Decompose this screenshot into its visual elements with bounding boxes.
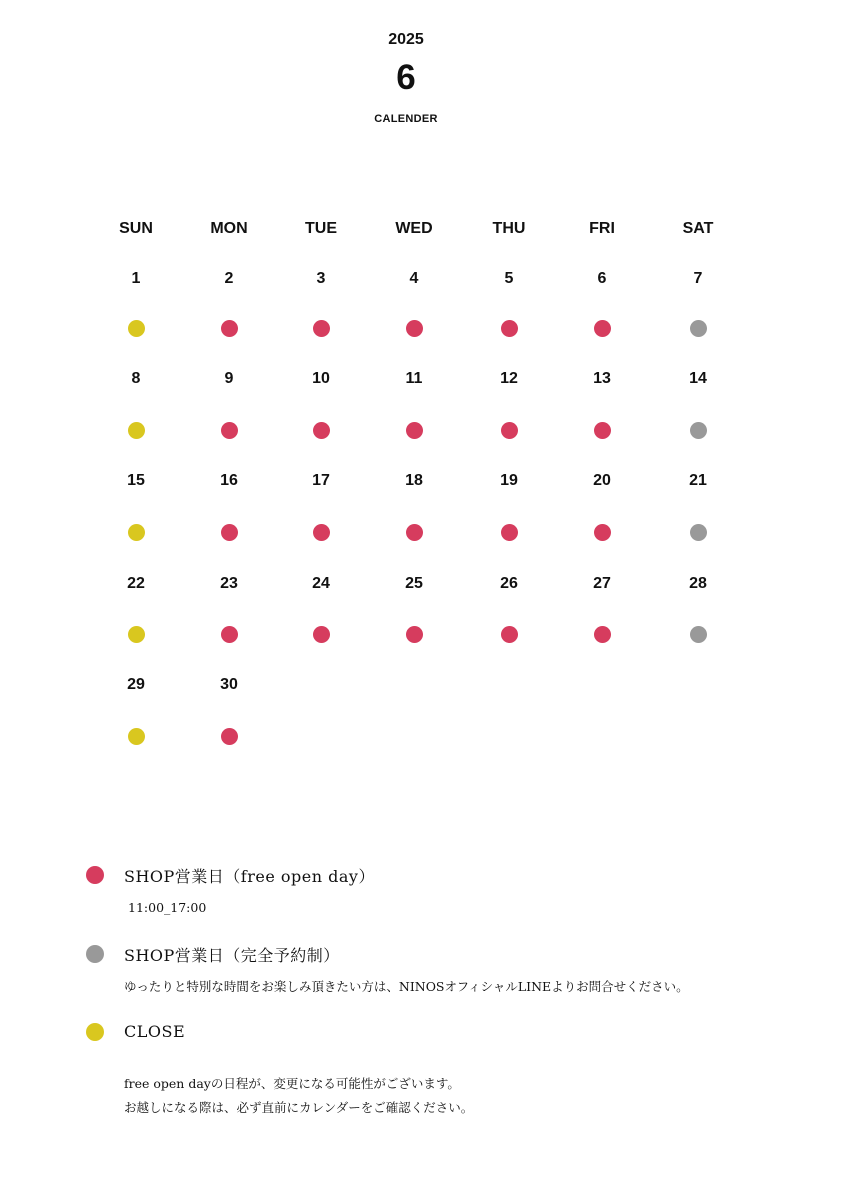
- calendar-day-number: 2: [224, 270, 234, 287]
- day-status-dot-close: [128, 320, 145, 337]
- calendar-day-number: 20: [593, 472, 611, 489]
- day-status-dot-close: [128, 524, 145, 541]
- day-status-dot-close: [128, 626, 145, 643]
- day-status-dot-open: [501, 626, 518, 643]
- legend-close-title: CLOSE: [124, 1022, 186, 1041]
- calendar-day-number: 9: [224, 370, 234, 387]
- calendar-day-number: 14: [689, 370, 707, 387]
- calendar-day-number: 28: [689, 575, 707, 592]
- day-status-dot-open: [501, 422, 518, 439]
- day-status-dot-open: [406, 524, 423, 541]
- weekday-header-sat: SAT: [682, 220, 714, 237]
- weekday-header-tue: TUE: [305, 220, 337, 237]
- calendar-day-number: 21: [689, 472, 707, 489]
- calendar-day-number: 25: [405, 575, 423, 592]
- calendar-day-number: 6: [597, 270, 607, 287]
- calendar-day-number: 18: [405, 472, 423, 489]
- calendar-day-number: 17: [312, 472, 330, 489]
- calendar-day-number: 7: [693, 270, 703, 287]
- calendar-day-number: 10: [312, 370, 330, 387]
- calendar-day-number: 5: [504, 270, 514, 287]
- day-status-dot-open: [221, 422, 238, 439]
- day-status-dot-open: [501, 524, 518, 541]
- day-status-dot-close: [128, 728, 145, 745]
- calendar-day-number: 8: [131, 370, 141, 387]
- day-status-dot-open: [406, 626, 423, 643]
- day-status-dot-reservation: [690, 524, 707, 541]
- legend-reservation-note: ゆったりと特別な時間をお楽しみ頂きたい方は、NINOSオフィシャルLINEよりお問合せください。: [124, 979, 689, 994]
- legend-open-title: SHOP営業日（free open day）: [124, 867, 375, 886]
- day-status-dot-reservation: [690, 422, 707, 439]
- month-label: 6: [396, 58, 416, 97]
- weekday-header-mon: MON: [210, 220, 248, 237]
- calendar-day-number: 13: [593, 370, 611, 387]
- day-status-dot-open: [501, 320, 518, 337]
- weekday-header-wed: WED: [395, 220, 433, 237]
- day-status-dot-close: [128, 422, 145, 439]
- day-status-dot-open: [594, 524, 611, 541]
- calendar-day-number: 30: [220, 676, 238, 693]
- schedule-note-line: お越しになる際は、必ず直前にカレンダーをご確認ください。: [124, 1100, 474, 1115]
- day-status-dot-open: [594, 320, 611, 337]
- year-label: 2025: [388, 31, 424, 48]
- calendar-day-number: 19: [500, 472, 518, 489]
- calendar-day-number: 27: [593, 575, 611, 592]
- schedule-notes: [124, 1072, 473, 1120]
- day-status-dot-reservation: [690, 320, 707, 337]
- day-status-dot-open: [221, 320, 238, 337]
- calendar-day-number: 22: [127, 575, 145, 592]
- legend-reservation-title: SHOP営業日（完全予約制）: [124, 946, 340, 965]
- calendar-day-number: 15: [127, 472, 145, 489]
- schedule-note-line: free open dayの日程が、変更になる可能性がございます。: [124, 1076, 460, 1091]
- day-status-dot-open: [313, 626, 330, 643]
- open-day-dot-icon: [86, 866, 104, 884]
- weekday-header-fri: FRI: [589, 220, 615, 237]
- calendar-day-number: 4: [409, 270, 419, 287]
- day-status-dot-open: [313, 524, 330, 541]
- calendar-day-number: 11: [405, 370, 423, 387]
- calendar-day-number: 23: [220, 575, 238, 592]
- calendar-day-number: 24: [312, 575, 330, 592]
- calendar-day-number: 29: [127, 676, 145, 693]
- day-status-dot-open: [221, 626, 238, 643]
- calendar-day-number: 3: [316, 270, 326, 287]
- calendar-day-number: 1: [131, 270, 141, 287]
- day-status-dot-open: [406, 422, 423, 439]
- day-status-dot-open: [221, 524, 238, 541]
- day-status-dot-open: [221, 728, 238, 745]
- day-status-dot-open: [594, 422, 611, 439]
- weekday-header-thu: THU: [492, 220, 526, 237]
- day-status-dot-open: [594, 626, 611, 643]
- day-status-dot-open: [313, 422, 330, 439]
- day-status-dot-reservation: [690, 626, 707, 643]
- calendar-subtitle: CALENDER: [374, 113, 438, 125]
- weekday-header-sun: SUN: [119, 220, 153, 237]
- legend-open-hours: 11:00_17:00: [128, 900, 207, 915]
- calendar-day-number: 16: [220, 472, 238, 489]
- calendar-day-number: 12: [500, 370, 518, 387]
- close-day-dot-icon: [86, 1023, 104, 1041]
- day-status-dot-open: [313, 320, 330, 337]
- day-status-dot-open: [406, 320, 423, 337]
- reservation-day-dot-icon: [86, 945, 104, 963]
- calendar-day-number: 26: [500, 575, 518, 592]
